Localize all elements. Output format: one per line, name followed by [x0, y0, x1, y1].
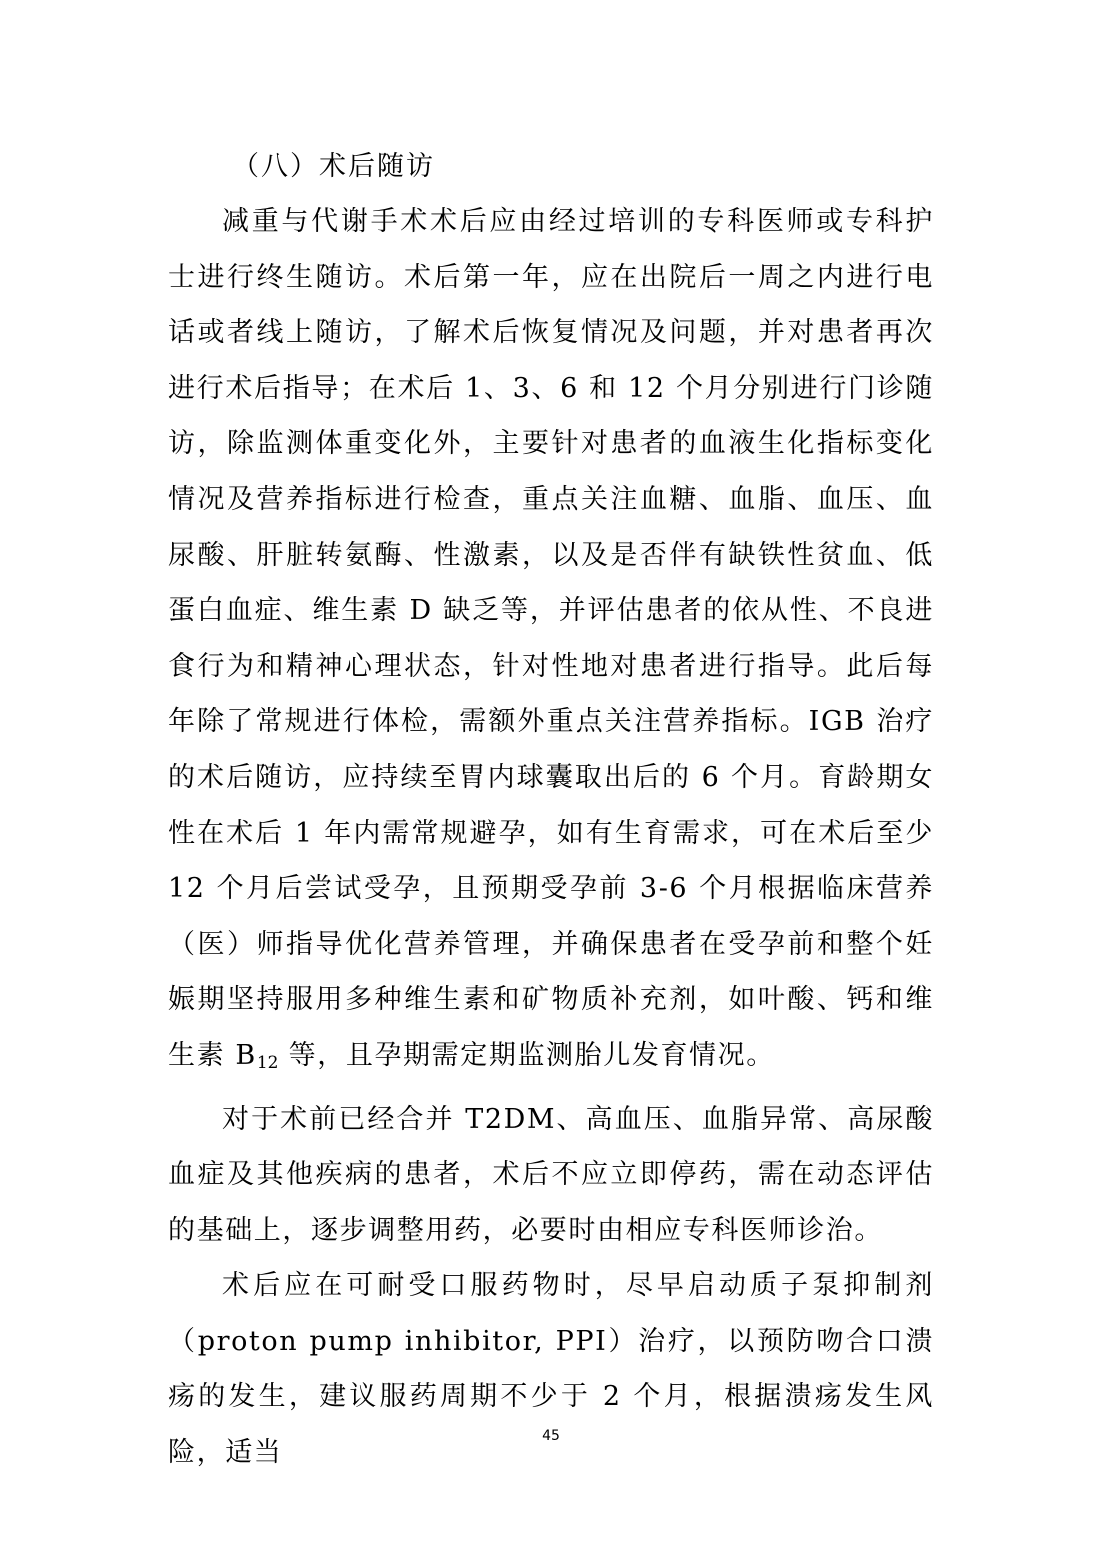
paragraph-followup-end: 等，且孕期需定期监测胎儿发育情况。: [278, 1039, 775, 1071]
page-body: [168, 139, 934, 1481]
paragraph-followup: [168, 194, 934, 1092]
section-heading: （八）术后随访: [232, 151, 435, 182]
page-number: 45: [542, 1428, 560, 1444]
paragraph-ppi: 术后应在可耐受口服药物时，尽早启动质子泵抑制剂（proton pump inhibitor, PPI）治疗，以预防吻合口溃疡的发生，建议服药周期不少于 2 个月，根据溃疡发生风险，适当: [168, 1270, 934, 1469]
paragraph-medication: 对于术前已经合并 T2DM、高血压、血脂异常、高尿酸血症及其他疾病的患者，术后不应立即停药，需在动态评估的基础上，逐步调整用药，必要时由相应专科医师诊治。: [168, 1103, 934, 1246]
subscript-12: 12: [256, 1052, 279, 1073]
paragraph-followup-text: 减重与代谢手术术后应由经过培训的专科医师或专科护士进行终生随访。术后第一年，应在出院后一周之内进行电话或者线上随访，了解术后恢复情况及问题，并对患者再次进行术后指导；在术后 1、3、6 和 12 个月分别进行门诊随访，除监测体重变化外，主要针对患者的血液生化指标变化情况及营养指标进行检查，重点关注血糖、血脂、血压、血尿酸、肝脏转氨酶、性激素，以及是否伴有缺铁性贫血、低蛋白血症、维生素 D 缺乏等，并评估患者的依从性、不良进食行为和精神心理状态，针对性地对患者进行指导。此后每年除了常规进行体检，需额外重点关注营养指标。IGB 治疗的术后随访，应持续至胃内球囊取出后的 6 个月。育龄期女性在术后 1 年内需常规避孕，如有生育需求，可在术后至少 12 个月后尝试受孕，且预期受孕前 3-6 个月根据临床营养（医）师指导优化营养管理，并确保患者在受孕前和整个妊娠期坚持服用多种维生素和矿物质补充剂，如叶酸、钙和维生素 B: [168, 206, 934, 1071]
